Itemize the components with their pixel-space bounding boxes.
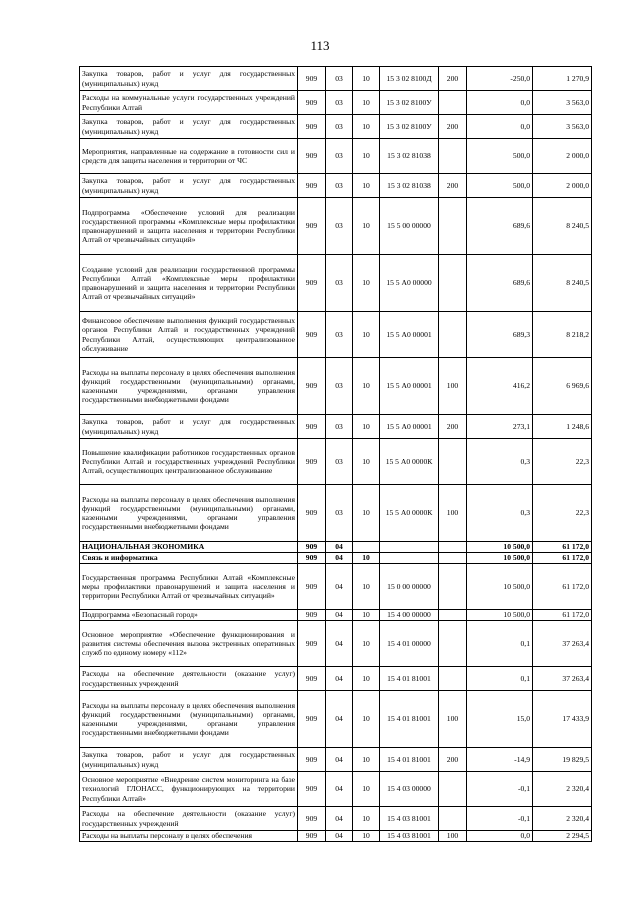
ved-code: 909 <box>298 255 326 312</box>
amount-change: 0,1 <box>467 667 533 691</box>
section-code: 04 <box>326 542 353 553</box>
table-row <box>80 91 592 115</box>
table-row <box>80 772 592 807</box>
ved-code: 909 <box>298 807 326 831</box>
ved-code: 909 <box>298 831 326 842</box>
amount-change: 0,0 <box>467 91 533 115</box>
subsection-code: 10 <box>353 748 380 772</box>
section-code: 04 <box>326 831 353 842</box>
row-name: Финансовое обеспечение выполнения функций государственных органов Республики Алтай и государственных учреждений Республики Алтай, осуществляющих централизованное обслуживание <box>80 312 298 358</box>
target-item-code: 15 5 А0 00001 <box>380 312 439 358</box>
section-code: 04 <box>326 621 353 667</box>
ved-code: 909 <box>298 358 326 415</box>
target-item-code: 15 5 А0 0000К <box>380 485 439 542</box>
subsection-code: 10 <box>353 139 380 174</box>
subsection-code: 10 <box>353 621 380 667</box>
row-name: Расходы на обеспечение деятельности (оказание услуг) государственных учреждений <box>80 807 298 831</box>
row-name: Расходы на выплаты персоналу в целях обеспечения <box>80 831 298 842</box>
subsection-code: 10 <box>353 691 380 748</box>
target-item-code: 15 3 02 8100Д <box>380 67 439 91</box>
table-row <box>80 312 592 358</box>
target-item-code: 15 3 02 8100У <box>380 115 439 139</box>
ved-code: 909 <box>298 691 326 748</box>
table-row <box>80 485 592 542</box>
expense-type-code <box>439 439 467 485</box>
ved-code: 909 <box>298 139 326 174</box>
ved-code: 909 <box>298 748 326 772</box>
subsection-code: 10 <box>353 115 380 139</box>
subsection-code: 10 <box>353 67 380 91</box>
section-code: 04 <box>326 564 353 610</box>
row-name: Повышение квалификации работников государственных органов Республики Алтай и государственных учреждений Республики Алтай, осуществляющих централизованное обслуживание <box>80 439 298 485</box>
target-item-code: 15 3 02 8100У <box>380 91 439 115</box>
ved-code: 909 <box>298 91 326 115</box>
amount-total: 61 172,0 <box>533 553 592 564</box>
subsection-code: 10 <box>353 312 380 358</box>
section-code: 04 <box>326 610 353 621</box>
ved-code: 909 <box>298 415 326 439</box>
ved-code: 909 <box>298 312 326 358</box>
amount-total: 1 248,6 <box>533 415 592 439</box>
expense-type-code: 200 <box>439 115 467 139</box>
amount-change: -14,9 <box>467 748 533 772</box>
ved-code: 909 <box>298 67 326 91</box>
expense-type-code <box>439 772 467 807</box>
ved-code: 909 <box>298 439 326 485</box>
expense-type-code <box>439 255 467 312</box>
ved-code: 909 <box>298 772 326 807</box>
ved-code: 909 <box>298 485 326 542</box>
expense-type-code <box>439 553 467 564</box>
section-code: 03 <box>326 139 353 174</box>
target-item-code: 15 4 00 00000 <box>380 610 439 621</box>
section-code: 03 <box>326 91 353 115</box>
expense-type-code <box>439 667 467 691</box>
amount-change: -0,1 <box>467 807 533 831</box>
table-row <box>80 174 592 198</box>
amount-change: 500,0 <box>467 139 533 174</box>
subsection-code: 10 <box>353 772 380 807</box>
amount-total: 61 172,0 <box>533 610 592 621</box>
amount-change: 416,2 <box>467 358 533 415</box>
budget-table <box>79 66 592 842</box>
subsection-code: 10 <box>353 198 380 255</box>
row-name: Связь и информатика <box>80 553 298 564</box>
amount-change: -0,1 <box>467 772 533 807</box>
ved-code: 909 <box>298 610 326 621</box>
subsection-code: 10 <box>353 831 380 842</box>
table-row <box>80 115 592 139</box>
row-name: Расходы на выплаты персоналу в целях обеспечения выполнения функций государственными (муниципальными) органами, казенными учреждениями, органами управления государственными внебюджетными фондами <box>80 691 298 748</box>
expense-type-code: 100 <box>439 485 467 542</box>
subsection-code: 10 <box>353 807 380 831</box>
amount-change: 689,6 <box>467 255 533 312</box>
section-code: 03 <box>326 358 353 415</box>
subsection-code: 10 <box>353 485 380 542</box>
row-name: Закупка товаров, работ и услуг для государственных (муниципальных) нужд <box>80 748 298 772</box>
table-row <box>80 621 592 667</box>
target-item-code: 15 0 00 00000 <box>380 564 439 610</box>
amount-total: 17 433,9 <box>533 691 592 748</box>
amount-change: 0,3 <box>467 439 533 485</box>
subsection-code: 10 <box>353 610 380 621</box>
expense-type-code: 100 <box>439 691 467 748</box>
ved-code: 909 <box>298 174 326 198</box>
amount-total: 61 172,0 <box>533 542 592 553</box>
row-name: Подпрограмма «Обеспечение условий для реализации государственной программы «Комплексные меры профилактики правонарушений и защита населения и территории Республики Алтай от чрезвычайных ситуаций» <box>80 198 298 255</box>
subsection-code: 10 <box>353 553 380 564</box>
amount-change: 0,3 <box>467 485 533 542</box>
target-item-code: 15 4 01 81001 <box>380 691 439 748</box>
amount-change: 500,0 <box>467 174 533 198</box>
table-row <box>80 667 592 691</box>
section-code: 04 <box>326 807 353 831</box>
section-code: 04 <box>326 553 353 564</box>
amount-change: 10 500,0 <box>467 553 533 564</box>
target-item-code: 15 5 А0 00001 <box>380 358 439 415</box>
table-row <box>80 439 592 485</box>
table-body <box>80 67 592 842</box>
target-item-code: 15 3 02 81038 <box>380 139 439 174</box>
subsection-code: 10 <box>353 415 380 439</box>
target-item-code: 15 4 01 00000 <box>380 621 439 667</box>
table-row <box>80 542 592 553</box>
section-code: 03 <box>326 198 353 255</box>
page-number: 113 <box>310 38 330 53</box>
table-row <box>80 255 592 312</box>
ved-code: 909 <box>298 621 326 667</box>
amount-total: 2 000,0 <box>533 174 592 198</box>
row-name: Подпрограмма «Безопасный город» <box>80 610 298 621</box>
table-row <box>80 831 592 842</box>
amount-total: 2 294,5 <box>533 831 592 842</box>
row-name: Расходы на коммунальные услуги государственных учреждений Республики Алтай <box>80 91 298 115</box>
target-item-code: 15 4 01 81001 <box>380 667 439 691</box>
row-name: Закупка товаров, работ и услуг для государственных (муниципальных) нужд <box>80 174 298 198</box>
amount-total: 22,3 <box>533 439 592 485</box>
subsection-code: 10 <box>353 667 380 691</box>
amount-total: 6 969,6 <box>533 358 592 415</box>
table-row <box>80 691 592 748</box>
amount-total: 37 263,4 <box>533 667 592 691</box>
amount-total: 19 829,5 <box>533 748 592 772</box>
amount-total: 37 263,4 <box>533 621 592 667</box>
table-row <box>80 564 592 610</box>
subsection-code: 10 <box>353 174 380 198</box>
ved-code: 909 <box>298 198 326 255</box>
section-code: 03 <box>326 174 353 198</box>
section-code: 03 <box>326 439 353 485</box>
row-name: Основное мероприятие «Обеспечение функционирования и развития системы обеспечения вызова экстренных оперативных служб по единому номеру «112» <box>80 621 298 667</box>
ved-code: 909 <box>298 667 326 691</box>
table-row <box>80 67 592 91</box>
amount-change: 10 500,0 <box>467 564 533 610</box>
amount-change: 15,0 <box>467 691 533 748</box>
target-item-code: 15 4 03 81001 <box>380 807 439 831</box>
expense-type-code: 100 <box>439 358 467 415</box>
ved-code: 909 <box>298 553 326 564</box>
section-code: 04 <box>326 667 353 691</box>
expense-type-code: 200 <box>439 174 467 198</box>
row-name: Основное мероприятие «Внедрение систем мониторинга на базе технологий ГЛОНАСС, функционирующих на территории Республики Алтай» <box>80 772 298 807</box>
section-code: 03 <box>326 312 353 358</box>
amount-total: 8 218,2 <box>533 312 592 358</box>
row-name: Закупка товаров, работ и услуг для государственных (муниципальных) нужд <box>80 115 298 139</box>
table-row <box>80 198 592 255</box>
section-code: 03 <box>326 415 353 439</box>
amount-total: 2 320,4 <box>533 807 592 831</box>
target-item-code <box>380 553 439 564</box>
ved-code: 909 <box>298 115 326 139</box>
amount-total: 1 270,9 <box>533 67 592 91</box>
section-code: 04 <box>326 691 353 748</box>
amount-total: 2 000,0 <box>533 139 592 174</box>
row-name: Закупка товаров, работ и услуг для государственных (муниципальных) нужд <box>80 415 298 439</box>
target-item-code: 15 5 А0 00001 <box>380 415 439 439</box>
section-code: 03 <box>326 115 353 139</box>
expense-type-code: 200 <box>439 748 467 772</box>
row-name: Расходы на выплаты персоналу в целях обеспечения выполнения функций государственными (муниципальными) органами, казенными учреждениями, органами управления государственными внебюджетными фондами <box>80 485 298 542</box>
table-row <box>80 358 592 415</box>
amount-change: 10 500,0 <box>467 542 533 553</box>
target-item-code: 15 5 А0 00000 <box>380 255 439 312</box>
ved-code: 909 <box>298 564 326 610</box>
expense-type-code <box>439 312 467 358</box>
target-item-code: 15 3 02 81038 <box>380 174 439 198</box>
amount-total: 61 172,0 <box>533 564 592 610</box>
subsection-code: 10 <box>353 439 380 485</box>
amount-change: 689,6 <box>467 198 533 255</box>
expense-type-code <box>439 807 467 831</box>
expense-type-code: 200 <box>439 67 467 91</box>
row-name: Мероприятия, направленные на содержание в готовности сил и средств для защиты населения и территории от ЧС <box>80 139 298 174</box>
amount-total: 22,3 <box>533 485 592 542</box>
subsection-code: 10 <box>353 91 380 115</box>
amount-total: 8 240,5 <box>533 198 592 255</box>
amount-change: 0,0 <box>467 115 533 139</box>
section-code: 03 <box>326 485 353 542</box>
expense-type-code <box>439 542 467 553</box>
amount-change: 273,1 <box>467 415 533 439</box>
expense-type-code <box>439 610 467 621</box>
table-row <box>80 553 592 564</box>
table-row <box>80 415 592 439</box>
target-item-code <box>380 542 439 553</box>
expense-type-code: 200 <box>439 415 467 439</box>
amount-total: 8 240,5 <box>533 255 592 312</box>
target-item-code: 15 5 00 00000 <box>380 198 439 255</box>
expense-type-code <box>439 139 467 174</box>
amount-change: -250,0 <box>467 67 533 91</box>
target-item-code: 15 5 А0 0000К <box>380 439 439 485</box>
table-row <box>80 748 592 772</box>
row-name: Закупка товаров, работ и услуг для государственных (муниципальных) нужд <box>80 67 298 91</box>
table-row <box>80 610 592 621</box>
row-name: Создание условий для реализации государственной программы Республики Алтай «Комплексные меры профилактики правонарушений и защита населения и территории Республики Алтай от чрезвычайных ситуаций» <box>80 255 298 312</box>
expense-type-code <box>439 621 467 667</box>
amount-change: 0,1 <box>467 621 533 667</box>
target-item-code: 15 4 03 81001 <box>380 831 439 842</box>
table-row <box>80 807 592 831</box>
expense-type-code <box>439 564 467 610</box>
subsection-code <box>353 542 380 553</box>
expense-type-code <box>439 198 467 255</box>
subsection-code: 10 <box>353 564 380 610</box>
subsection-code: 10 <box>353 255 380 312</box>
section-code: 04 <box>326 772 353 807</box>
section-code: 04 <box>326 748 353 772</box>
ved-code: 909 <box>298 542 326 553</box>
row-name: Государственная программа Республики Алтай «Комплексные меры профилактики правонарушений и защита населения и территории Республики Алтай от чрезвычайных ситуаций» <box>80 564 298 610</box>
target-item-code: 15 4 03 00000 <box>380 772 439 807</box>
row-name: Расходы на выплаты персоналу в целях обеспечения выполнения функций государственными (муниципальными) органами, казенными учреждениями, органами управления государственными внебюджетными фондами <box>80 358 298 415</box>
expense-type-code: 100 <box>439 831 467 842</box>
section-code: 03 <box>326 255 353 312</box>
amount-total: 3 563,0 <box>533 91 592 115</box>
expense-type-code <box>439 91 467 115</box>
amount-total: 3 563,0 <box>533 115 592 139</box>
target-item-code: 15 4 01 81001 <box>380 748 439 772</box>
table-row <box>80 139 592 174</box>
amount-change: 689,3 <box>467 312 533 358</box>
amount-change: 0,0 <box>467 831 533 842</box>
row-name: НАЦИОНАЛЬНАЯ ЭКОНОМИКА <box>80 542 298 553</box>
row-name: Расходы на обеспечение деятельности (оказание услуг) государственных учреждений <box>80 667 298 691</box>
amount-change: 10 500,0 <box>467 610 533 621</box>
subsection-code: 10 <box>353 358 380 415</box>
amount-total: 2 320,4 <box>533 772 592 807</box>
section-code: 03 <box>326 67 353 91</box>
